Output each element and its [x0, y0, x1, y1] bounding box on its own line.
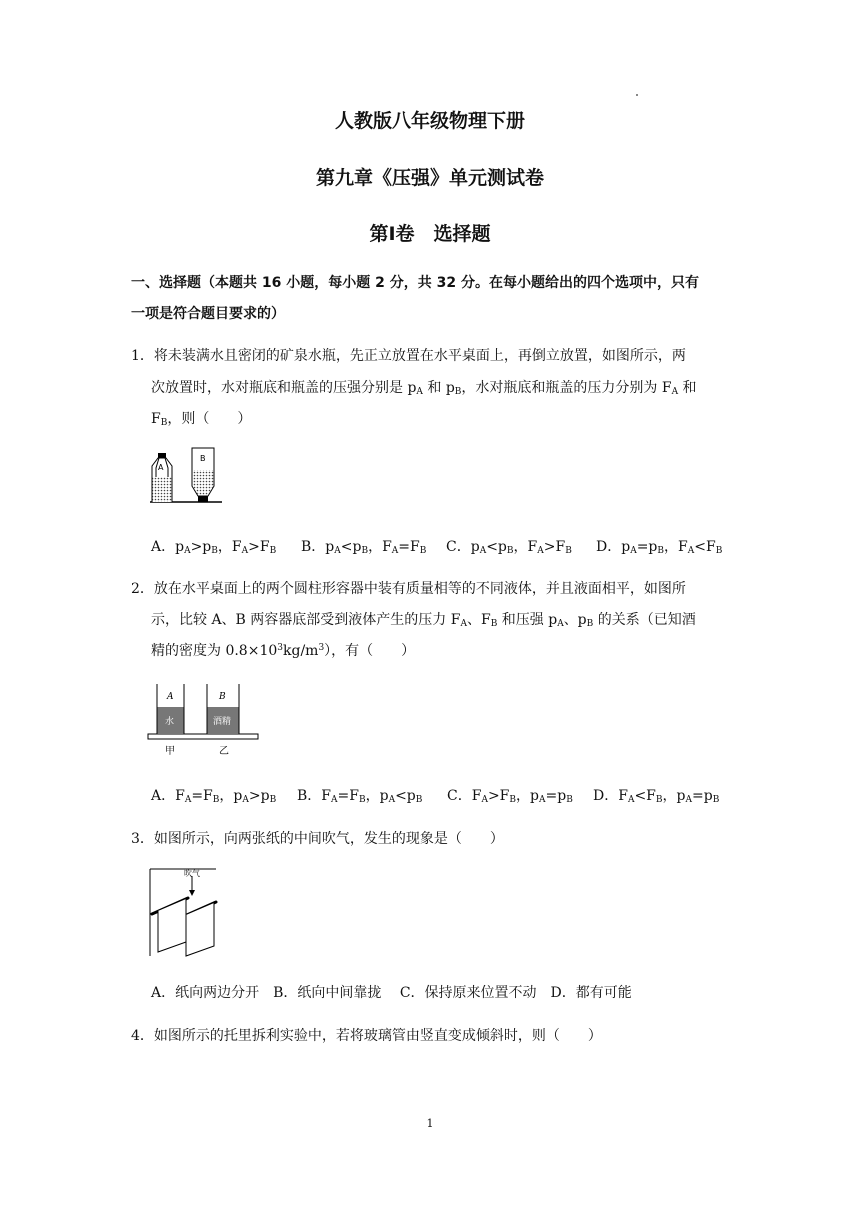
q1-option-c: C．$p_A<p_B$，$F_A>F_B$ — [446, 539, 572, 556]
q2-line2: 示，比较 A、B 两容器底部受到液体产生的压力 $F_A$、$F_B$ 和压强 $p_A$、$p_B$ 的关系（已知酒 — [151, 612, 696, 629]
q3-options: A．纸向两边分开 B．纸向中间靠拢 C．保持原来位置不动 D．都有可能 — [151, 985, 632, 1001]
q1-option-d: D．$p_A=p_B$，$F_A<F_B$ — [596, 539, 723, 556]
q2-fig-label-b: B — [219, 692, 226, 702]
q4-line1: 4．如图所示的托里拆利实验中，若将玻璃管由竖直变成倾斜时，则（ ） — [131, 1028, 602, 1044]
q2-option-b: B．$F_A=F_B$，$p_A<p_B$ — [297, 788, 423, 805]
q1-line2: 次放置时，水对瓶底和瓶盖的压强分别是 $p_A$ 和 $p_B$，水对瓶底和瓶盖的压力分别为 $F_A$ 和 — [151, 380, 697, 397]
document-title: 人教版八年级物理下册 — [334, 110, 525, 132]
q1-line1: 1．将未装满水且密闭的矿泉水瓶，先正立放置在水平桌面上，再倒立放置，如图所示，两 — [131, 348, 686, 364]
page-number: 1 — [426, 1117, 434, 1130]
q3-line1: 3．如图所示，向两张纸的中间吹气，发生的现象是（ ） — [131, 831, 504, 847]
q1-fig-label-b: B — [200, 454, 206, 463]
q1-bottle-figure — [148, 444, 224, 508]
q3-paper-figure — [148, 866, 220, 958]
q2-container-figure — [146, 682, 260, 758]
q2-line1: 2．放在水平桌面上的两个圆柱形容器中装有质量相等的不同液体，并且液面相平，如图所 — [131, 581, 686, 597]
section-heading-line2: 一项是符合题目要求的） — [131, 306, 285, 322]
q2-fig-jia: 甲 — [165, 746, 175, 757]
scan-dot — [636, 94, 638, 96]
q2-option-d: D．$F_A<F_B$，$p_A=p_B$ — [593, 788, 720, 805]
q1-option-b: B．$p_A<p_B$，$F_A=F_B$ — [301, 539, 427, 556]
q2-line3: 精的密度为 $0.8\times 10^3kg/m^3$），有（ ） — [151, 643, 416, 659]
q3-fig-label: 吹气 — [184, 869, 200, 878]
q2-fig-water: 水 — [165, 717, 175, 727]
q2-fig-label-a: A — [167, 692, 174, 702]
q2-option-a: A．$F_A=F_B$，$p_A>p_B$ — [151, 788, 277, 805]
q2-fig-yi: 乙 — [219, 746, 229, 757]
q2-option-c: C．$F_A>F_B$，$p_A=p_B$ — [447, 788, 573, 805]
q1-option-a: A．$p_A>p_B$，$F_A>F_B$ — [151, 539, 277, 556]
chapter-title: 第九章《压强》单元测试卷 — [315, 167, 544, 189]
q1-line3: $F_B$，则（ ） — [151, 411, 252, 428]
section-heading-line1: 一、选择题（本题共 16 小题，每小题 2 分，共 32 分。在每小题给出的四个选项中，只有 — [131, 275, 699, 291]
q1-fig-label-a: A — [158, 463, 164, 472]
q2-fig-alcohol: 酒精 — [213, 717, 232, 727]
part-title: 第Ⅰ卷 选择题 — [369, 223, 491, 245]
